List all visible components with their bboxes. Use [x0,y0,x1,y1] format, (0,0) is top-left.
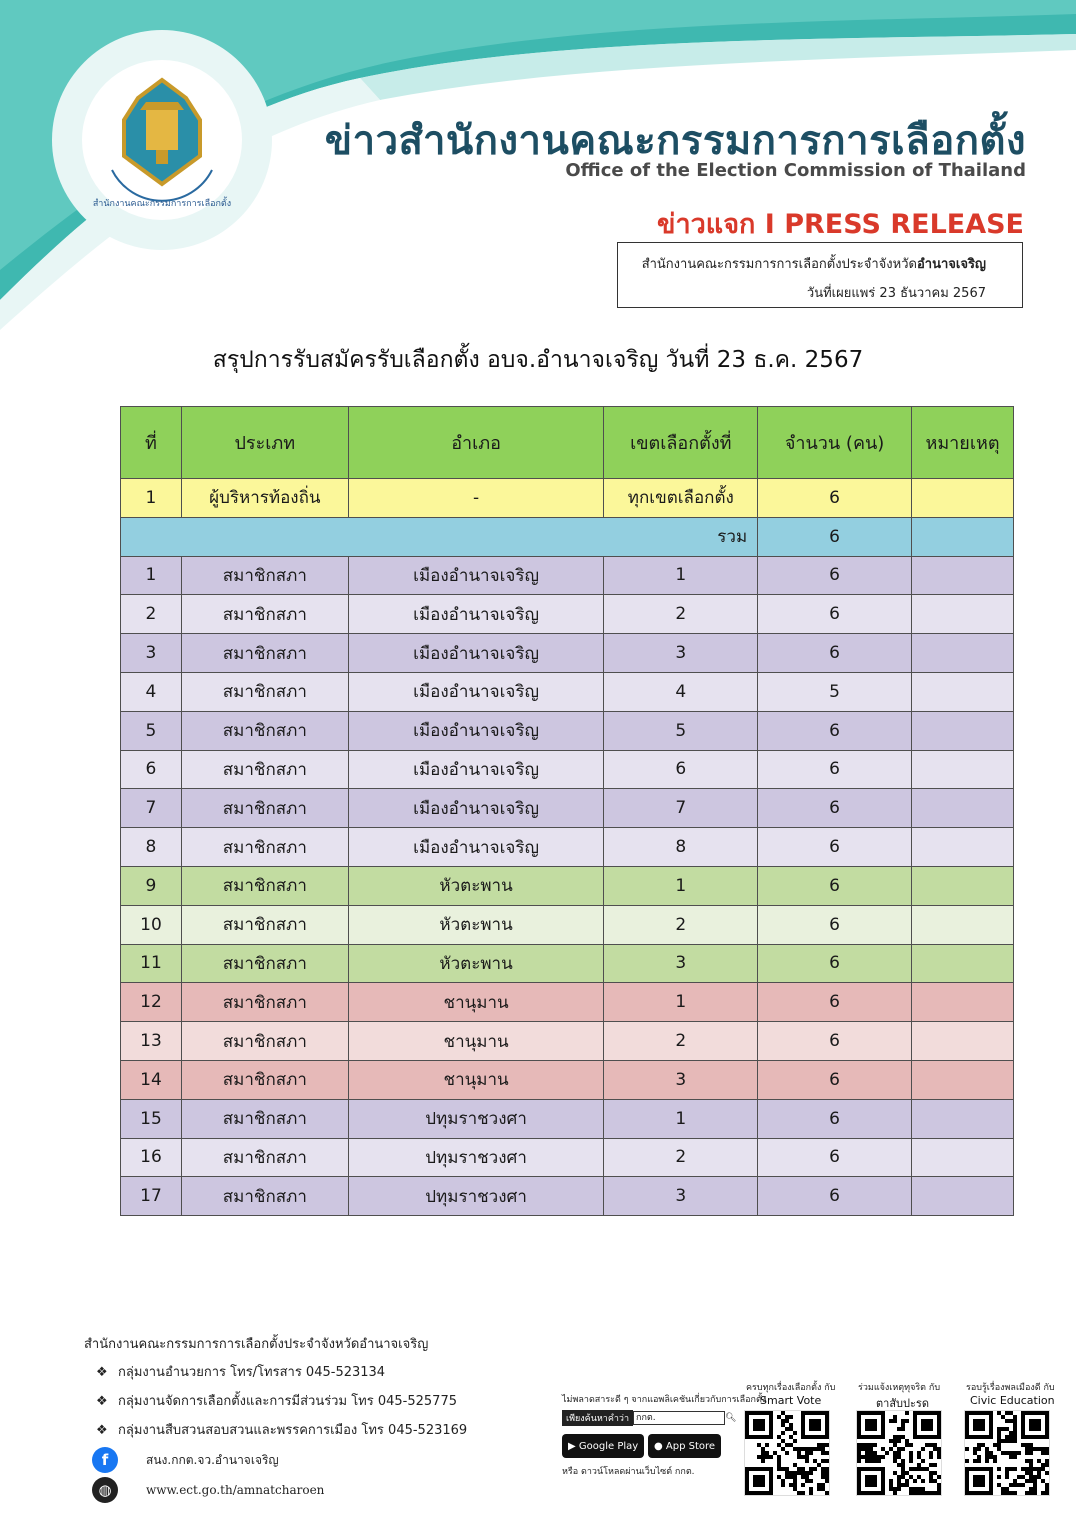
table-row [121,1138,1014,1177]
cell-zone: 1 [604,983,758,1022]
cell-district: ชานุมาน [348,1022,604,1061]
google-play-text: Google Play [578,1440,639,1452]
cell-zone: 3 [604,634,758,673]
cell-district: เมืองอำนาจเจริญ [348,828,604,867]
cell-note [912,517,1014,556]
release-date: วันที่เผยแพร่ 23 ธันวาคม 2567 [806,286,986,301]
cell-type: สมาชิกสภา [181,1099,348,1138]
cell-count: 6 [758,944,912,983]
cell-zone: 7 [604,789,758,828]
cell-zone: 1 [604,1099,758,1138]
cell-count: 5 [758,672,912,711]
cell-type: สมาชิกสภา [181,789,348,828]
cell-type: สมาชิกสภา [181,828,348,867]
cell-zone: 1 [604,556,758,595]
cell-no: 1 [121,556,182,595]
cell-type: สมาชิกสภา [181,634,348,673]
logo-text: สำนักงานคณะกรรมการการเลือกตั้ง [92,199,232,209]
website-text: www.ect.go.th/amnatcharoen [146,1483,325,1497]
header-note: หมายเหตุ [912,407,1014,479]
document-title: สรุปการรับสมัครรับเลือกตั้ง อบจ.อำนาจเจริญ วันที่ 23 ธ.ค. 2567 [212,347,864,373]
cell-note [912,789,1014,828]
cell-count: 6 [758,750,912,789]
total-row [121,517,1014,556]
cell-no: 7 [121,789,182,828]
table-row [121,983,1014,1022]
cell-type: สมาชิกสภา [181,1138,348,1177]
header-type: ประเภท [181,407,348,479]
cell-no: 6 [121,750,182,789]
release-info-box [617,242,1023,308]
cell-type: ผู้บริหารท้องถิ่น [181,479,348,518]
app-store-text: App Store [665,1440,716,1452]
cell-type: สมาชิกสภา [181,750,348,789]
cell-district: - [348,479,604,518]
table-row [121,1177,1014,1216]
cell-zone: 6 [604,750,758,789]
cell-type: สมาชิกสภา [181,672,348,711]
footer-contact-1-text: กลุ่มงานอำนวยการ โทร/โทรสาร 045-523134 [118,1365,386,1380]
cell-district: เมืองอำนาจเจริญ [348,711,604,750]
candidate-summary-table [120,406,1014,1216]
cell-district: ชานุมาน [348,983,604,1022]
cell-district: หัวตะพาน [348,944,604,983]
cell-no: 3 [121,634,182,673]
footer-contact-2-text: กลุ่มงานจัดการเลือกตั้งและการมีส่วนร่วม โทร 045-525775 [118,1394,457,1409]
app-store-badge[interactable] [648,1434,721,1458]
table-header-row [121,407,1014,479]
table-row [121,634,1014,673]
table-row [121,866,1014,905]
search-icon: 🔍︎ [725,1413,737,1423]
cell-no: 2 [121,595,182,634]
cell-no: 13 [121,1022,182,1061]
qr3-caption: รอบรู้เรื่องพลเมืองดี กับ [966,1383,1055,1393]
search-hint-label: เพียงค้นหาคำว่า [562,1410,633,1426]
footer-contact-3 [96,1419,467,1440]
header-no: ที่ [121,407,182,479]
cell-type: สมาชิกสภา [181,866,348,905]
google-play-badge[interactable] [562,1434,644,1458]
qr1-caption: ครบทุกเรื่องเลือกตั้ง กับ [746,1383,836,1393]
facebook-icon: f [92,1447,118,1473]
search-hint [562,1410,736,1426]
cell-no: 5 [121,711,182,750]
cell-note [912,711,1014,750]
cell-no: 17 [121,1177,182,1216]
qr2-name: ตาสับปะรด [876,1397,929,1410]
cell-zone: 3 [604,1177,758,1216]
cell-district: เมืองอำนาจเจริญ [348,556,604,595]
table-row [121,711,1014,750]
tasapparod-qr-code[interactable] [856,1410,942,1496]
qr1-name: Smart Vote [760,1394,822,1407]
cell-note [912,1138,1014,1177]
table-row [121,828,1014,867]
cell-count: 6 [758,1022,912,1061]
cell-note [912,750,1014,789]
cell-no: 4 [121,672,182,711]
table-row [121,1099,1014,1138]
diamond-bullet-icon: ❖ [96,1365,108,1380]
cell-note [912,595,1014,634]
footer-office: สำนักงานคณะกรรมการการเลือกตั้งประจำจังหวัดอำนาจเจริญ [84,1337,429,1352]
cell-count: 6 [758,1177,912,1216]
cell-count: 6 [758,1138,912,1177]
cell-count: 6 [758,866,912,905]
table-row [121,1022,1014,1061]
cell-note [912,634,1014,673]
table-row [121,595,1014,634]
social-links [92,1444,336,1504]
cell-district: เมืองอำนาจเจริญ [348,672,604,711]
cell-zone: 2 [604,1022,758,1061]
cell-note [912,672,1014,711]
table-row [121,750,1014,789]
cell-no: 8 [121,828,182,867]
footer-contact-2 [96,1390,457,1411]
cell-type: สมาชิกสภา [181,711,348,750]
cell-district: หัวตะพาน [348,866,604,905]
cell-count: 6 [758,1099,912,1138]
release-office-line [628,253,986,274]
cell-note [912,828,1014,867]
cell-zone: ทุกเขตเลือกตั้ง [604,479,758,518]
cell-district: หัวตะพาน [348,905,604,944]
header-count: จำนวน (คน) [758,407,912,479]
cell-district: เมืองอำนาจเจริญ [348,750,604,789]
cell-type: สมาชิกสภา [181,983,348,1022]
cell-count: 6 [758,479,912,518]
diamond-bullet-icon: ❖ [96,1423,108,1438]
cell-no: 15 [121,1099,182,1138]
cell-district: ปทุมราชวงศา [348,1177,604,1216]
election-commission-logo [82,60,242,220]
table-row [121,672,1014,711]
diamond-bullet-icon: ❖ [96,1394,108,1409]
qr2-caption: ร่วมแจ้งเหตุทุจริต กับ [858,1383,941,1393]
cell-count: 6 [758,634,912,673]
table-row [121,1060,1014,1099]
promo-caption: ไม่พลาดสาระดี ๆ จากแอพลิเคชันเกี่ยวกับการเลือกตั้ง [562,1395,767,1405]
cell-count: 6 [758,905,912,944]
cell-no: 9 [121,866,182,905]
table-row [121,556,1014,595]
table-row [121,789,1014,828]
smart-vote-qr-code[interactable] [744,1410,830,1496]
header-zone: เขตเลือกตั้งที่ [604,407,758,479]
total-count: 6 [758,517,912,556]
cell-district: เมืองอำนาจเจริญ [348,634,604,673]
footer-contact-3-text: กลุ่มงานสืบสวนสอบสวนและพรรคการเมือง โทร 045-523169 [118,1423,468,1438]
cell-district: เมืองอำนาจเจริญ [348,789,604,828]
website-link[interactable] [92,1476,324,1504]
cell-count: 6 [758,983,912,1022]
cell-type: สมาชิกสภา [181,1022,348,1061]
release-office-prefix: สำนักงานคณะกรรมการการเลือกตั้งประจำจังหวัด [641,257,917,272]
cell-note [912,983,1014,1022]
cell-zone: 2 [604,595,758,634]
cell-zone: 2 [604,905,758,944]
cell-zone: 2 [604,1138,758,1177]
header-district: อำเภอ [348,407,604,479]
cell-count: 6 [758,789,912,828]
cell-note [912,1060,1014,1099]
cell-no: 14 [121,1060,182,1099]
footer-contact-1 [96,1361,385,1382]
cell-note [912,479,1014,518]
cell-no: 12 [121,983,182,1022]
play-icon: ▶ [568,1440,579,1452]
cell-zone: 4 [604,672,758,711]
table-row [121,944,1014,983]
cell-note [912,556,1014,595]
search-hint-box: กกต. [633,1411,725,1425]
cell-type: สมาชิกสภา [181,595,348,634]
press-release-label: ข่าวแจก I PRESS RELEASE [657,209,1024,240]
globe-icon: ◍ [92,1477,118,1503]
cell-district: ชานุมาน [348,1060,604,1099]
cell-no: 10 [121,905,182,944]
cell-type: สมาชิกสภา [181,1060,348,1099]
cell-no: 16 [121,1138,182,1177]
app-promo [560,1378,1060,1508]
cell-note [912,1022,1014,1061]
civic-education-qr-code[interactable] [964,1410,1050,1496]
total-label: รวม [121,517,758,556]
cell-note [912,905,1014,944]
cell-count: 6 [758,556,912,595]
qr3-name: Civic Education [970,1394,1055,1407]
cell-count: 6 [758,711,912,750]
cell-zone: 3 [604,1060,758,1099]
cell-note [912,1099,1014,1138]
executive-row [121,479,1014,518]
download-caption: หรือ ดาวน์โหลดผ่านเว็บไซต์ กกต. [562,1467,695,1477]
cell-zone: 8 [604,828,758,867]
facebook-link[interactable] [92,1446,279,1474]
cell-no: 11 [121,944,182,983]
apple-icon: ● [654,1440,666,1452]
page-main-title: ข่าวสำนักงานคณะกรรมการการเลือกตั้ง [324,118,1026,164]
cell-no: 1 [121,479,182,518]
cell-note [912,866,1014,905]
cell-type: สมาชิกสภา [181,944,348,983]
page-subtitle-english: Office of the Election Commission of Thailand [565,160,1026,181]
cell-type: สมาชิกสภา [181,905,348,944]
cell-note [912,944,1014,983]
cell-zone: 5 [604,711,758,750]
cell-count: 6 [758,1060,912,1099]
cell-zone: 3 [604,944,758,983]
table-row [121,905,1014,944]
cell-type: สมาชิกสภา [181,556,348,595]
cell-type: สมาชิกสภา [181,1177,348,1216]
cell-note [912,1177,1014,1216]
cell-district: ปทุมราชวงศา [348,1099,604,1138]
cell-count: 6 [758,828,912,867]
cell-zone: 1 [604,866,758,905]
cell-district: เมืองอำนาจเจริญ [348,595,604,634]
cell-count: 6 [758,595,912,634]
facebook-text: สนง.กกต.จว.อำนาจเจริญ [146,1452,279,1467]
release-office-province: อำนาจเจริญ [916,257,986,272]
cell-district: ปทุมราชวงศา [348,1138,604,1177]
